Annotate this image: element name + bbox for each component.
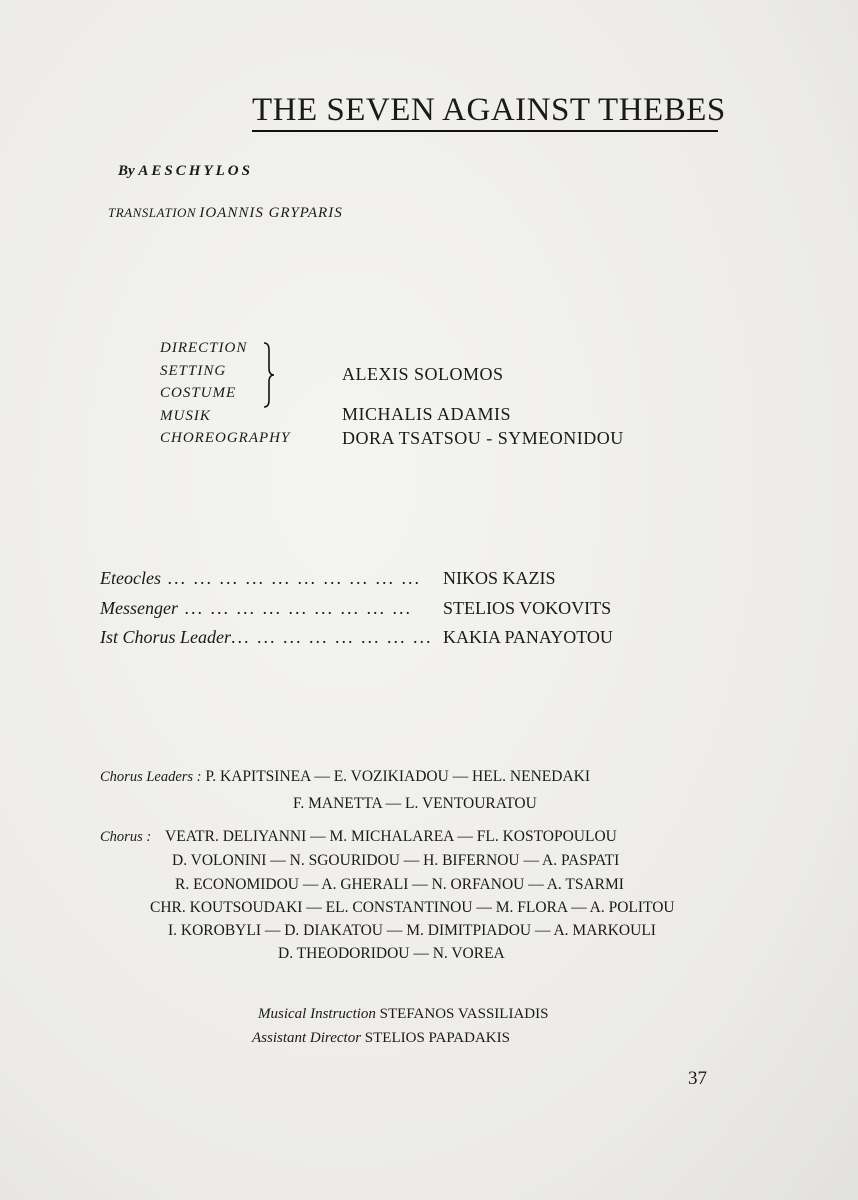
brace-icon bbox=[262, 342, 276, 408]
chorus-line: CHR. KOUTSOUDAKI — EL. CONSTANTINOU — M. FLORA — A. POLITOU bbox=[150, 899, 675, 916]
musical-instruction-name: STEFANOS VASSILIADIS bbox=[379, 1006, 549, 1022]
cast-dots: ... ... ... ... ... ... ... ... bbox=[231, 627, 433, 647]
cast-row bbox=[100, 627, 433, 648]
chorus-names: VEATR. DELIYANNI — M. MICHALAREA — FL. KOSTOPOULOU bbox=[165, 828, 617, 845]
cast-row bbox=[100, 568, 421, 589]
cast-actor: STELIOS VOKOVITS bbox=[443, 598, 612, 618]
assistant-director-name: STELIOS PAPADAKIS bbox=[364, 1030, 510, 1046]
cast-dots: ... ... ... ... ... ... ... ... ... ... bbox=[160, 568, 421, 588]
credit-solomos: ALEXIS SOLOMOS bbox=[342, 364, 504, 384]
translation-credit bbox=[108, 205, 343, 222]
cast-role: Eteocles bbox=[100, 568, 161, 588]
role-setting: SETTING bbox=[160, 362, 227, 379]
chorus-leaders-names: P. KAPITSINEA — E. VOZIKIADOU — HEL. NENEDAKI bbox=[205, 768, 590, 785]
chorus-line: D. THEODORIDOU — N. VOREA bbox=[278, 945, 505, 962]
byline bbox=[118, 163, 253, 180]
title-underline bbox=[252, 130, 718, 132]
byline-by: By bbox=[118, 163, 135, 179]
chorus-leaders-label: Chorus Leaders : bbox=[100, 769, 202, 785]
chorus-line: I. KOROBYLI — D. DIAKATOU — M. DIMITPIADOU — A. MARKOULI bbox=[168, 922, 656, 939]
chorus-leaders-line bbox=[100, 768, 590, 786]
role-direction: DIRECTION bbox=[160, 340, 248, 356]
credit-adamis: MICHALIS ADAMIS bbox=[342, 404, 512, 424]
chorus-leaders-line: F. MANETTA — L. VENTOURATOU bbox=[293, 795, 537, 812]
page-number: 37 bbox=[688, 1068, 707, 1089]
byline-author: AESCHYLOS bbox=[138, 163, 253, 179]
translator-name: IOANNIS GRYPARIS bbox=[199, 205, 343, 221]
role-costume: COSTUME bbox=[160, 385, 237, 401]
chorus-line: R. ECONOMIDOU — A. GHERALI — N. ORFANOU — A. TSARMI bbox=[175, 876, 624, 893]
chorus-label: Chorus : bbox=[100, 829, 152, 845]
cast-role: Messenger bbox=[100, 598, 178, 618]
translation-label: TRANSLATION bbox=[108, 205, 197, 220]
cast-actor: NIKOS KAZIS bbox=[443, 568, 556, 588]
assistant-director-credit bbox=[252, 1030, 510, 1047]
cast-role: Ist Chorus Leader bbox=[100, 627, 232, 647]
credit-tsatsou: DORA TSATSOU - SYMEONIDOU bbox=[342, 428, 624, 448]
cast-row bbox=[100, 598, 412, 619]
assistant-director-label: Assistant Director bbox=[252, 1030, 362, 1046]
page-title: THE SEVEN AGAINST THEBES bbox=[252, 92, 726, 128]
musical-instruction-label: Musical Instruction bbox=[258, 1006, 376, 1022]
chorus-line: D. VOLONINI — N. SGOURIDOU — H. BIFERNOU — A. PASPATI bbox=[172, 852, 620, 869]
cast-dots: ... ... ... ... ... ... ... ... ... bbox=[177, 598, 412, 618]
musical-instruction-credit bbox=[258, 1006, 548, 1023]
cast-actor: KAKIA PANAYOTOU bbox=[443, 627, 613, 647]
role-musik: MUSIK bbox=[160, 407, 211, 424]
role-choreography: CHOREOGRAPHY bbox=[160, 430, 291, 446]
chorus-line bbox=[100, 828, 617, 846]
